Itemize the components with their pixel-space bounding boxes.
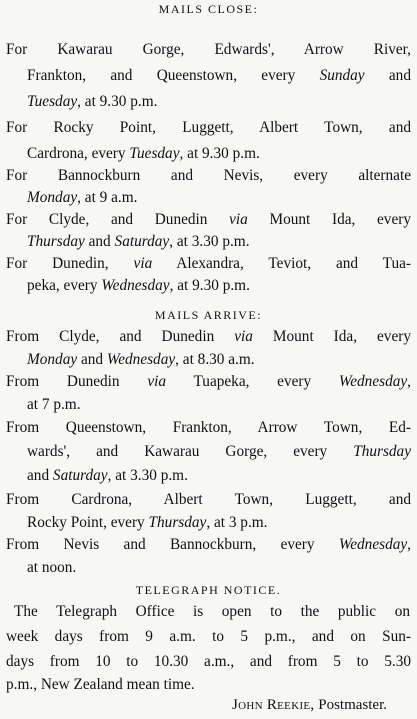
signature-title: Postmaster.: [318, 697, 387, 713]
text-run: From Clyde, and Dunedin: [6, 328, 235, 345]
text-run: For Rocky Point, Luggett, Albert Town, and: [6, 119, 411, 136]
text-run: For Dunedin,: [6, 255, 134, 272]
mails-arrive-line: [27, 395, 81, 415]
text-run: From Queenstown, Frankton, Arrow Town, Ed-: [6, 419, 411, 436]
telegraph-line: [6, 652, 411, 672]
text-run: , at 9.30 p.m.: [77, 93, 158, 110]
mails-arrive-line: [6, 372, 411, 392]
mails-close-line: [6, 254, 411, 274]
mails-close-line: [6, 210, 411, 230]
text-run: and: [27, 467, 53, 484]
text-run: Alexandra, Teviot, and Tua-: [152, 255, 412, 272]
text-run: , at 3.30 p.m.: [107, 467, 188, 484]
text-run: via: [133, 255, 153, 272]
mails-close-line: [6, 40, 411, 60]
text-run: Tuesday: [129, 145, 180, 162]
text-run: and: [77, 351, 107, 368]
telegraph-line: [6, 627, 411, 647]
text-run: , at 3 p.m.: [206, 514, 268, 531]
mails-close-line: [27, 92, 157, 112]
text-run: wards', and Kawarau Gorge, every: [27, 443, 354, 460]
text-run: Thursday: [27, 233, 85, 250]
mails-close-line: [27, 144, 260, 164]
mails-arrive-heading: MAILS ARRIVE:: [154, 308, 263, 322]
text-run: Thursday: [353, 443, 411, 460]
text-run: Sunday: [319, 67, 365, 84]
text-run: For Clyde, and Dunedin: [6, 211, 230, 228]
text-run: week days from 9 a.m. to 5 p.m., and on Sun-: [6, 628, 411, 645]
mails-close-line: [27, 276, 250, 296]
text-run: peka, every: [27, 277, 102, 294]
text-run: Wednesday: [338, 536, 408, 553]
telegraph-heading: TELEGRAPH NOTICE.: [135, 583, 282, 597]
text-run: , at 9.30 p.m.: [169, 277, 250, 294]
mails-close-line: [27, 66, 411, 86]
text-run: Saturday: [114, 233, 170, 250]
text-run: Wednesday: [106, 351, 176, 368]
text-run: via: [234, 328, 253, 345]
mails-close-heading: MAILS CLOSE:: [158, 2, 259, 16]
signature: [232, 697, 387, 714]
text-run: , at 8.30 a.m.: [175, 351, 255, 368]
telegraph-line: [14, 602, 410, 622]
mails-arrive-line: [6, 535, 411, 555]
text-run: days from 10 to 10.30 a.m., and from 5 to 5.30: [6, 653, 411, 670]
text-run: at 7 p.m.: [27, 396, 81, 413]
text-run: Mount Ida, every: [247, 211, 411, 228]
text-run: Tuesday: [27, 93, 78, 110]
mails-arrive-line: [6, 327, 411, 347]
text-run: Mount Ida, every: [252, 328, 411, 345]
text-run: Thursday: [148, 514, 207, 531]
text-run: ,: [407, 373, 411, 390]
text-run: and: [364, 67, 411, 84]
text-run: via: [147, 373, 167, 390]
text-run: From Dunedin: [6, 373, 148, 390]
text-run: For Kawarau Gorge, Edwards', Arrow River,: [6, 41, 411, 58]
text-run: Monday: [27, 351, 78, 368]
text-run: Wednesday: [101, 277, 170, 294]
text-run: and: [84, 233, 115, 250]
text-run: Rocky Point, every: [27, 514, 149, 531]
text-run: , at 9 a.m.: [77, 189, 138, 206]
mails-arrive-line: [6, 418, 411, 438]
signature-name: John Reekie,: [231, 697, 315, 713]
text-run: , at 9.30 p.m.: [179, 145, 260, 162]
mails-close-line: [27, 232, 250, 252]
text-run: , at 3.30 p.m.: [169, 233, 250, 250]
mails-arrive-line: [6, 490, 411, 510]
mails-close-line: [6, 118, 411, 138]
telegraph-line: [6, 675, 195, 695]
mails-arrive-line: [27, 466, 188, 486]
text-run: The Telegraph Office is open to the public on: [14, 603, 410, 620]
text-run: From Cardrona, Albert Town, Luggett, and: [6, 491, 411, 508]
mails-close-line: [27, 188, 137, 208]
text-run: ,: [407, 536, 411, 553]
text-run: From Nevis and Bannockburn, every: [6, 536, 339, 553]
text-run: via: [229, 211, 248, 228]
mails-arrive-line: [27, 350, 255, 370]
mails-close-line: [6, 166, 411, 186]
mails-arrive-line: [27, 442, 411, 462]
mails-arrive-line: [27, 513, 268, 533]
text-run: Monday: [27, 189, 78, 206]
text-run: For Bannockburn and Nevis, every alternate: [6, 167, 411, 184]
text-run: Tuapeka, every: [166, 373, 339, 390]
text-run: Saturday: [52, 467, 108, 484]
text-run: Wednesday: [338, 373, 408, 390]
text-run: at noon.: [27, 559, 77, 576]
text-run: Frankton, and Queenstown, every: [27, 67, 320, 84]
text-run: Cardrona, every: [27, 145, 130, 162]
mails-arrive-line: [27, 558, 76, 578]
text-run: p.m., New Zealand mean time.: [6, 676, 195, 693]
